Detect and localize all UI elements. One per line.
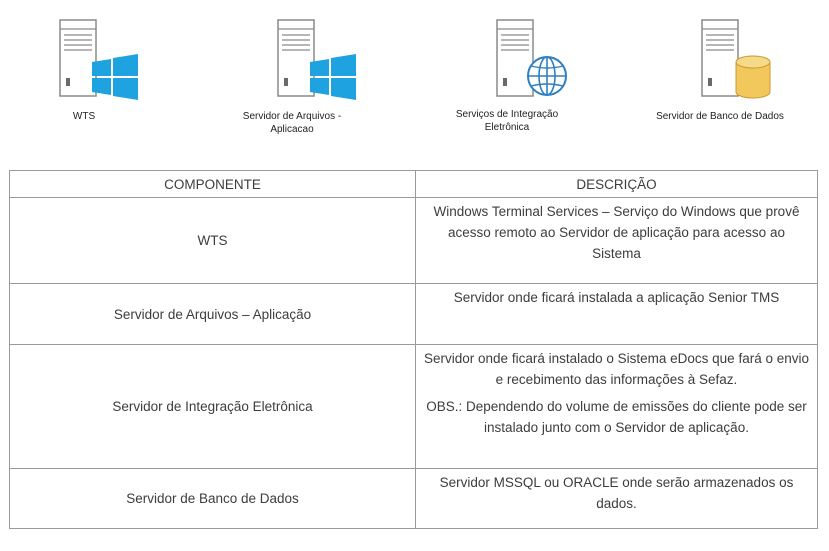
icon-caption-file-server: Servidor de Arquivos - Aplicacao <box>242 111 342 135</box>
windows-server-icon <box>58 18 140 100</box>
row-component: Servidor de Integração Eletrônica <box>10 345 416 469</box>
row-component: Servidor de Banco de Dados <box>10 469 416 529</box>
icon-database-server <box>700 18 775 100</box>
globe-server-icon <box>495 18 570 100</box>
icon-caption-wts: WTS <box>72 111 96 122</box>
table-header-row <box>10 171 818 198</box>
components-table <box>9 170 818 529</box>
icon-wts <box>58 18 140 100</box>
description-paragraph: Servidor onde ficará instalado o Sistema eDocs que fará o envio e recebimento das informações à Sefaz. <box>424 351 809 387</box>
table-row <box>10 345 818 469</box>
description-note: OBS.: Dependendo do volume de emissões do cliente pode ser instalado junto com o Servidor de aplicação. <box>426 399 807 435</box>
header-description: DESCRIÇÃO <box>416 171 818 198</box>
header-component: COMPONENTE <box>10 171 416 198</box>
icon-caption-integration-server: Serviços de Integração Eletrônica <box>455 109 559 133</box>
row-component: Servidor de Arquivos – Aplicação <box>10 284 416 345</box>
table-row <box>10 284 818 345</box>
row-description <box>416 284 818 345</box>
row-component: WTS <box>10 198 416 284</box>
icon-file-server <box>276 18 358 100</box>
row-description <box>416 469 818 529</box>
description-paragraph: Windows Terminal Services – Serviço do Windows que provê acesso remoto ao Servidor de aplicação para acesso ao Sistema <box>433 204 800 261</box>
table-row <box>10 198 818 284</box>
table-row <box>10 469 818 529</box>
windows-server-icon <box>276 18 358 100</box>
icon-caption-database-server: Servidor de Banco de Dados <box>656 111 784 122</box>
description-paragraph: Servidor onde ficará instalada a aplicação Senior TMS <box>453 290 780 305</box>
database-server-icon <box>700 18 775 100</box>
row-description <box>416 198 818 284</box>
row-description <box>416 345 818 469</box>
icon-integration-server <box>495 18 570 100</box>
description-paragraph: Servidor MSSQL ou ORACLE onde serão armazenados os dados. <box>439 475 794 511</box>
